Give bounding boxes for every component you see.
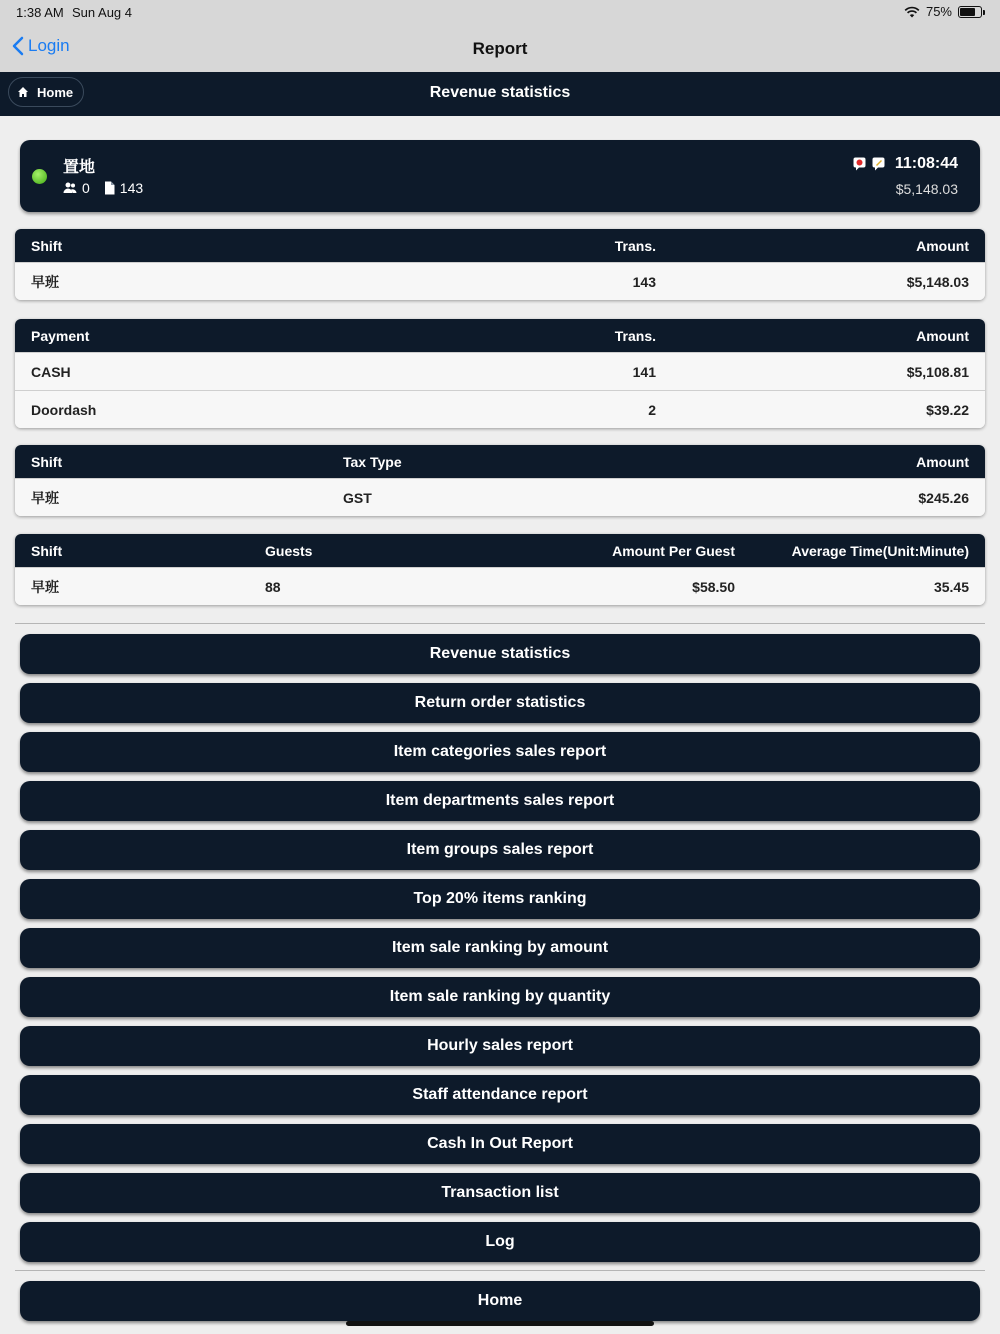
table-header [15, 229, 985, 262]
status-right [904, 4, 982, 19]
cell-trans: 2 [648, 401, 656, 418]
item-groups-sales-report-button[interactable]: Item groups sales report [20, 830, 980, 870]
cell-trans: 141 [632, 363, 656, 380]
cell-average-time: 35.45 [933, 578, 969, 595]
header-amount: Amount [916, 237, 969, 254]
return-order-statistics-button[interactable]: Return order statistics [20, 683, 980, 723]
message-icon [853, 157, 866, 171]
cell-amount: $39.22 [926, 401, 969, 418]
report-title: Revenue statistics [429, 84, 571, 101]
header-shift: Shift [31, 453, 63, 470]
footer-home-button[interactable]: Home [20, 1281, 980, 1321]
header-amount-per-guest: Amount Per Guest [612, 542, 735, 559]
table-row [15, 262, 985, 300]
header-guests: Guests [265, 542, 313, 559]
hourly-sales-report-button[interactable]: Hourly sales report [20, 1026, 980, 1066]
cell-payment: CASH [31, 363, 71, 380]
item-sale-ranking-quantity-button[interactable]: Item sale ranking by quantity [20, 977, 980, 1017]
guests-icon [63, 182, 77, 194]
table-header [15, 319, 985, 352]
item-departments-sales-report-button[interactable]: Item departments sales report [20, 781, 980, 821]
cell-shift: 早班 [31, 273, 59, 290]
store-stats [63, 180, 143, 196]
cell-amount-per-guest: $58.50 [692, 578, 735, 595]
guest-count: 0 [82, 180, 90, 196]
table-header [15, 534, 985, 567]
guest-table [15, 534, 985, 605]
document-icon [104, 181, 115, 195]
cash-in-out-report-button[interactable]: Cash In Out Report [20, 1124, 980, 1164]
note-icon [872, 157, 885, 171]
cell-amount: $5,148.03 [906, 273, 969, 290]
table-row [15, 390, 985, 428]
item-sale-ranking-amount-button[interactable]: Item sale ranking by amount [20, 928, 980, 968]
top-items-ranking-button[interactable]: Top 20% items ranking [20, 879, 980, 919]
table-row [15, 478, 985, 516]
header-shift: Shift [31, 542, 63, 559]
nav-title: Report [472, 39, 528, 58]
header-tax-type: Tax Type [343, 453, 402, 470]
cell-amount: $245.26 [918, 489, 969, 506]
transaction-list-button[interactable]: Transaction list [20, 1173, 980, 1213]
log-button[interactable]: Log [20, 1222, 980, 1262]
payment-table [15, 319, 985, 428]
header-trans: Trans. [614, 237, 656, 254]
cell-payment: Doordash [31, 401, 97, 418]
status-time: 1:38 AM [16, 5, 64, 20]
wifi-icon [904, 6, 920, 18]
back-label: Login [28, 36, 70, 55]
header-amount: Amount [916, 453, 969, 470]
store-name: 置地 [63, 159, 96, 176]
header-payment: Payment [31, 327, 90, 344]
status-bar [0, 0, 1000, 26]
cell-amount: $5,108.81 [906, 363, 969, 380]
nav-bar [0, 26, 1000, 72]
cell-shift: 早班 [31, 578, 59, 595]
header-trans: Trans. [614, 327, 656, 344]
status-date: Sun Aug 4 [72, 5, 132, 20]
cell-tax-type: GST [343, 489, 372, 506]
status-indicator-icon [32, 169, 47, 184]
store-card [20, 140, 980, 212]
cell-trans: 143 [632, 273, 656, 290]
staff-attendance-report-button[interactable]: Staff attendance report [20, 1075, 980, 1115]
table-row [15, 567, 985, 605]
battery-icon [958, 6, 982, 18]
store-total: $5,148.03 [895, 181, 958, 197]
store-right [853, 155, 958, 173]
cell-shift: 早班 [31, 489, 59, 506]
store-time: 11:08:44 [894, 155, 958, 172]
header-amount: Amount [916, 327, 969, 344]
shift-table [15, 229, 985, 300]
cell-guests: 88 [265, 578, 281, 595]
header-shift: Shift [31, 237, 63, 254]
item-categories-sales-report-button[interactable]: Item categories sales report [20, 732, 980, 772]
revenue-statistics-button[interactable]: Revenue statistics [20, 634, 980, 674]
battery-percent: 75% [925, 4, 952, 19]
home-indicator [346, 1321, 654, 1326]
order-count: 143 [119, 180, 144, 196]
divider [15, 1270, 985, 1271]
divider [15, 623, 985, 624]
home-button-label: Home [37, 84, 74, 100]
tax-table [15, 445, 985, 516]
header-average-time: Average Time(Unit:Minute) [791, 542, 969, 559]
table-header [15, 445, 985, 478]
report-header [0, 72, 1000, 116]
table-row [15, 352, 985, 390]
